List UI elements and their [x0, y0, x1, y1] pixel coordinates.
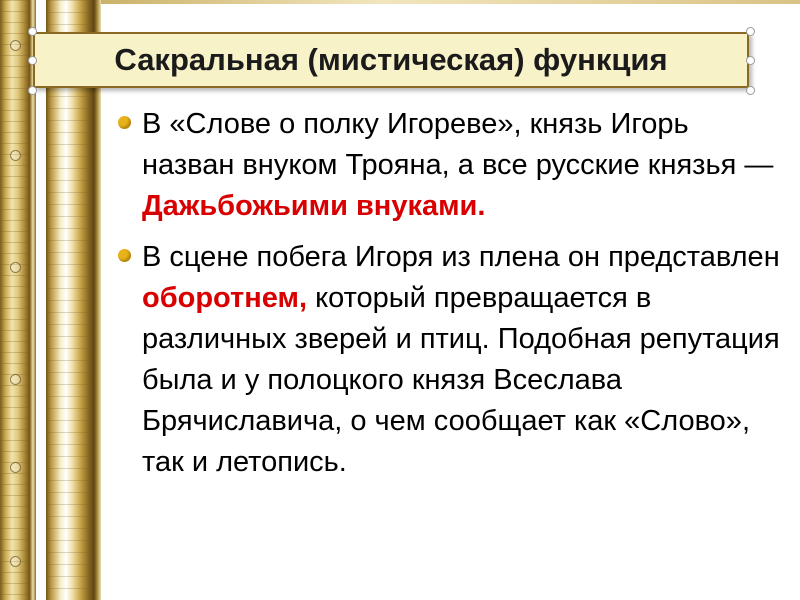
bullet-dot-icon — [118, 116, 131, 129]
decorative-left-border — [0, 0, 30, 600]
decorative-ring-icon — [10, 374, 21, 385]
list-item-text-part: В «Слове о полку Игореве», князь Игорь назван внуком Трояна, а все русские князья — — [142, 108, 774, 181]
bullet-dot-icon — [118, 249, 131, 262]
bullet-marker — [118, 237, 142, 262]
resize-handle-top-right[interactable] — [746, 27, 755, 36]
resize-handle-bottom-right[interactable] — [746, 86, 755, 95]
list-item-text-part: В сцене побега Игоря из плена он представлен — [142, 241, 780, 273]
bullet-marker — [118, 104, 142, 129]
page-title: Сакральная (мистическая) функция — [114, 42, 668, 77]
list-item — [118, 104, 780, 227]
resize-handle-middle-left[interactable] — [28, 56, 37, 65]
list-item — [118, 237, 780, 483]
decorative-ring-icon — [10, 150, 21, 161]
decorative-column-edge — [94, 0, 101, 600]
decorative-column — [46, 0, 94, 600]
slide-body — [118, 104, 780, 493]
list-item-emphasis: Дажьбожьими внуками. — [142, 190, 486, 222]
list-item-text — [142, 104, 780, 227]
list-item-text-part: который превращается в различных зверей и птиц. Подобная репутация была и у полоцкого князя Всеслава Брячиславича, о чем сообщает как «Слово», так и летопись. — [142, 282, 780, 478]
resize-handle-top-left[interactable] — [28, 27, 37, 36]
decorative-ring-icon — [10, 556, 21, 567]
decorative-ring-icon — [10, 40, 21, 51]
decorative-top-rule — [101, 0, 800, 4]
decorative-ring-icon — [10, 262, 21, 273]
list-item-emphasis: оборотнем, — [142, 282, 308, 314]
resize-handle-bottom-left[interactable] — [28, 86, 37, 95]
slide-title-box[interactable] — [33, 32, 749, 88]
list-item-text — [142, 237, 780, 483]
resize-handle-middle-right[interactable] — [746, 56, 755, 65]
decorative-ring-icon — [10, 462, 21, 473]
